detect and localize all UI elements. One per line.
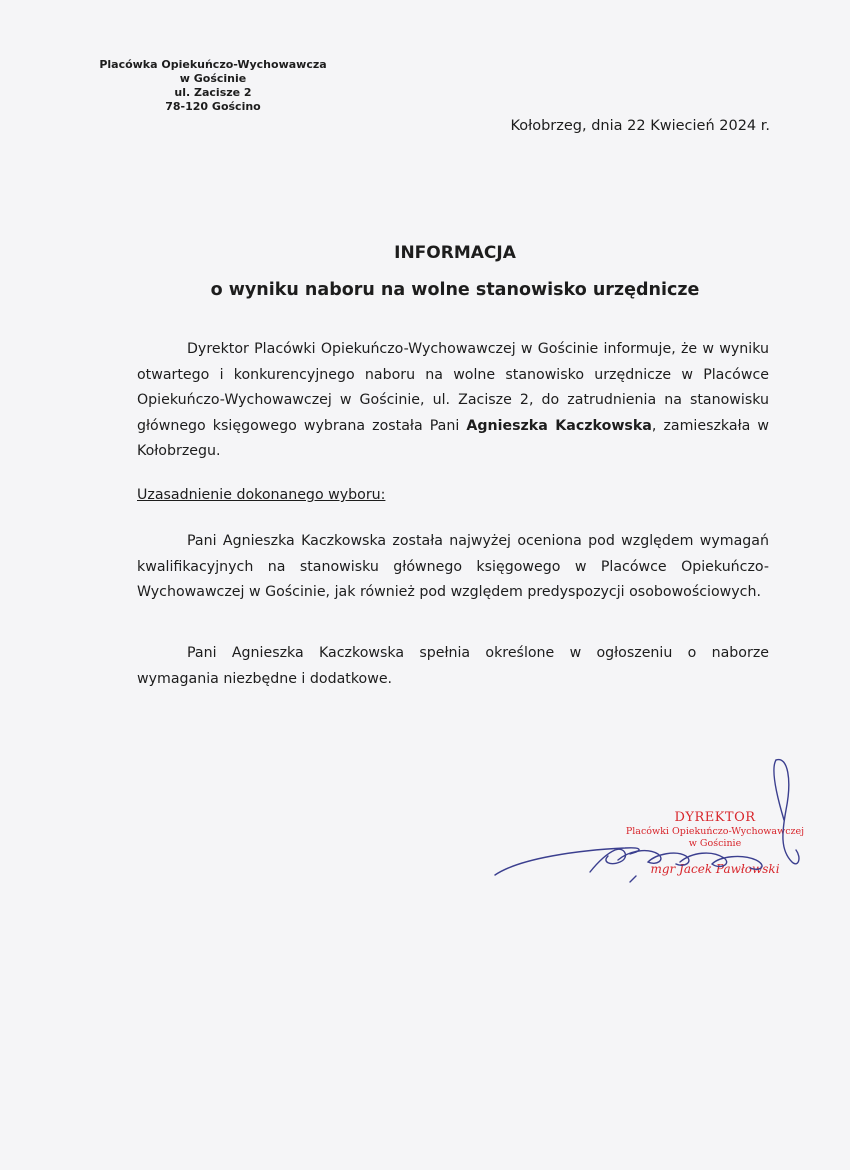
signature-stroke-7 bbox=[630, 876, 636, 882]
signature-stroke-6 bbox=[774, 760, 784, 820]
stamp-title: DYREKTOR bbox=[674, 810, 756, 825]
handwritten-signature-icon bbox=[480, 750, 810, 890]
sender-street: ul. Zacisze 2 bbox=[174, 86, 252, 99]
date-line: Kołobrzeg, dnia 22 Kwiecień 2024 r. bbox=[510, 118, 770, 134]
paragraph-announcement bbox=[137, 337, 769, 465]
paragraph-requirements: Pani Agnieszka Kaczkowska spełnia określone w ogłoszeniu o naborze wymagania niezbędne i dodatkowe. bbox=[137, 645, 769, 687]
sender-postal-code: 78-120 Gościno bbox=[165, 100, 261, 113]
document-title: INFORMACJA bbox=[394, 243, 516, 263]
stamp-director-name: mgr Jacek Pawłowski bbox=[650, 862, 780, 876]
sender-address bbox=[88, 58, 338, 114]
signature-stroke-1 bbox=[495, 848, 639, 875]
document-subtitle: o wyniku naboru na wolne stanowisko urzędnicze bbox=[210, 280, 700, 300]
signature-stroke-5 bbox=[776, 760, 799, 864]
stamp-location: w Gościnie bbox=[688, 838, 742, 849]
signature-stroke-4 bbox=[680, 853, 762, 869]
sender-location: w Gościnie bbox=[179, 72, 247, 85]
signature-stroke-3 bbox=[618, 851, 689, 866]
signature-stroke-2 bbox=[590, 849, 625, 872]
stamp-institution: Placówki Opiekuńczo-Wychowawczej bbox=[625, 826, 805, 837]
paragraph-announcement-end: , zamieszkała w Kołobrzegu. bbox=[137, 417, 769, 459]
sender-institution: Placówka Opiekuńczo-Wychowawcza bbox=[99, 58, 327, 71]
justification-heading: Uzasadnienie dokonanego wyboru: bbox=[137, 487, 386, 503]
paragraph-announcement-text: Dyrektor Placówki Opiekuńczo-Wychowawczej w Gościnie informuje, że w wyniku otwartego i konkurencyjnego naboru na wolne stanowisko urzędnicze w Placówce Opiekuńczo-Wychowawczej w Gościnie, ul. Zacisze 2, do zatrudnienia na stanowisku głównego księgowego wybrana została Pani bbox=[137, 341, 769, 434]
paragraph-justification: Pani Agnieszka Kaczkowska została najwyżej oceniona pod względem wymagań kwalifikacyjnych na stanowisku głównego księgowego w Placówce Opiekuńczo-Wychowawczej w Gościnie, jak również pod względem predyspozycji osobowościowych. bbox=[137, 533, 769, 600]
selected-candidate-name: Agnieszka Kaczkowska bbox=[466, 417, 652, 434]
